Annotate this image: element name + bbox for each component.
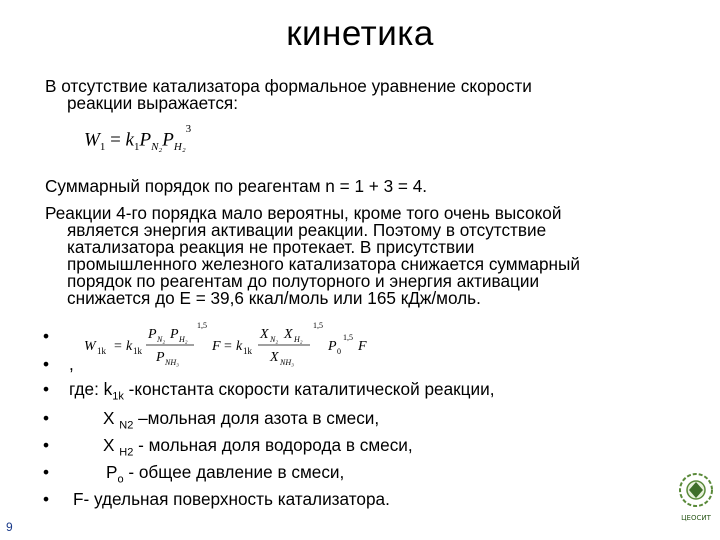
formula2-den1: P xyxy=(156,350,165,365)
rate-equation-catalytic xyxy=(84,316,404,372)
bullet-3-sub: 1k xyxy=(112,390,124,403)
bullet-icon: • xyxy=(43,435,50,455)
intro-line-2: реакции выражается: xyxy=(67,93,239,113)
logo-label: ЦЕОСИТ xyxy=(681,514,711,522)
formula2-k2-sub: 1k xyxy=(243,346,252,356)
bullet-6-pre: P xyxy=(106,462,118,482)
formula2-eq: = xyxy=(114,339,122,354)
formula2-den2: X xyxy=(270,350,279,365)
bullet-xh2 xyxy=(43,435,413,458)
formula2-num2-sub1: N₂ xyxy=(270,335,279,344)
formula2-num1-sub2: H₂ xyxy=(179,335,188,344)
formula2-num2-x2: X xyxy=(284,327,293,342)
reaction-line-1: Реакции 4-го порядка мало вероятны, кроме того очень высокой xyxy=(45,203,562,223)
formula2-P0-sub: 0 xyxy=(337,347,341,356)
bullet-6-sub: o xyxy=(117,473,124,486)
formula1-p2-sub: H₂ xyxy=(173,141,186,154)
formula2-num1-p2: P xyxy=(170,327,179,342)
bullet-3-pre: где: k xyxy=(69,379,113,399)
formula2-exp2: 1,5 xyxy=(313,321,323,330)
bullet-5-post: - мольная доля водорода в смеси, xyxy=(133,435,413,455)
formula1-k: k xyxy=(125,129,134,151)
formula2-num2-x1: X xyxy=(260,327,269,342)
formula2-num1-p1: P xyxy=(148,327,157,342)
bullet-5-pre: X xyxy=(103,435,120,455)
formula2-eq2: = xyxy=(224,339,232,354)
bullet-icon: • xyxy=(43,489,50,509)
bullet-2-text: , xyxy=(69,354,74,374)
bullet-f xyxy=(43,489,390,510)
reaction-line-6: снижается до Е = 39,6 ккал/моль или 165 кДж/моль. xyxy=(67,288,481,308)
formula2-den2-sub: NH₃ xyxy=(280,358,294,367)
formula2-F1: F xyxy=(212,339,221,354)
formula1-p1: P xyxy=(139,129,152,151)
bullet-5-sub: H2 xyxy=(119,446,134,459)
slide-number: 9 xyxy=(6,520,13,534)
formula2-k2: k xyxy=(236,339,243,354)
formula1-p1-sub: N₂ xyxy=(151,141,163,154)
formula1-exp: 3 xyxy=(185,123,192,135)
bullet-formula xyxy=(43,326,69,347)
formula2-lhs-sub: 1k xyxy=(97,346,106,356)
bullet-4-sub: N2 xyxy=(119,419,134,432)
reaction-line-2: является энергия активации реакции. Поэтому в отсутствие xyxy=(67,220,547,240)
formula2-k-sub: 1k xyxy=(133,346,142,356)
order-line: Суммарный порядок по реагентам n = 1 + 3 = 4. xyxy=(45,176,428,196)
formula2-exp3: 1,5 xyxy=(343,333,353,342)
bullet-k1k xyxy=(43,379,494,402)
bullet-4-post: –мольная доля азота в смеси, xyxy=(133,408,380,428)
bullet-icon: • xyxy=(43,354,50,374)
formula1-eq: = xyxy=(110,129,121,151)
reaction-line-3: катализатора реакция не протекает. В присутствии xyxy=(67,237,475,257)
reaction-line-4: промышленного железного катализатора снижается суммарный xyxy=(67,254,581,274)
bullet-comma xyxy=(43,354,74,375)
reaction-line-5: порядок по реагентам до полуторного и энергия активации xyxy=(67,271,540,291)
bullet-xn2 xyxy=(43,408,379,431)
intro-paragraph xyxy=(45,78,685,112)
bullet-icon: • xyxy=(43,379,50,399)
bullet-6-post: - общее давление в смеси, xyxy=(123,462,345,482)
formula2-num2-sub2: H₂ xyxy=(294,335,303,344)
bullet-icon: • xyxy=(43,462,50,482)
formula1-lhs: W xyxy=(84,129,100,151)
formula1-k-sub: 1 xyxy=(133,141,140,154)
formula2-num1-sub1: N₂ xyxy=(157,335,166,344)
intro-line-1: В отсутствие катализатора формальное уравнение скорости xyxy=(45,76,532,96)
bullet-po xyxy=(43,462,344,485)
formula1-p2: P xyxy=(162,129,174,151)
formula2-F2: F xyxy=(358,339,367,354)
bullet-3-post: -константа скорости каталитической реакции, xyxy=(123,379,495,399)
formula2-k: k xyxy=(126,339,133,354)
reaction-paragraph xyxy=(45,205,685,307)
ceosit-logo-icon xyxy=(676,468,716,528)
rate-equation-uncatalyzed xyxy=(84,123,192,154)
bullet-4-pre: X xyxy=(103,408,120,428)
slide-title: кинетика xyxy=(286,14,434,53)
formula2-exp1: 1,5 xyxy=(197,321,207,330)
formula2-den1-sub: NH₃ xyxy=(165,358,179,367)
bullet-icon: • xyxy=(43,326,50,346)
formula2-P0: P xyxy=(328,339,337,354)
bullet-icon: • xyxy=(43,408,50,428)
bullet-7-text: F- удельная поверхность катализатора. xyxy=(73,489,390,509)
formula1-lhs-sub: 1 xyxy=(99,141,106,154)
formula2-lhs: W xyxy=(84,339,96,354)
